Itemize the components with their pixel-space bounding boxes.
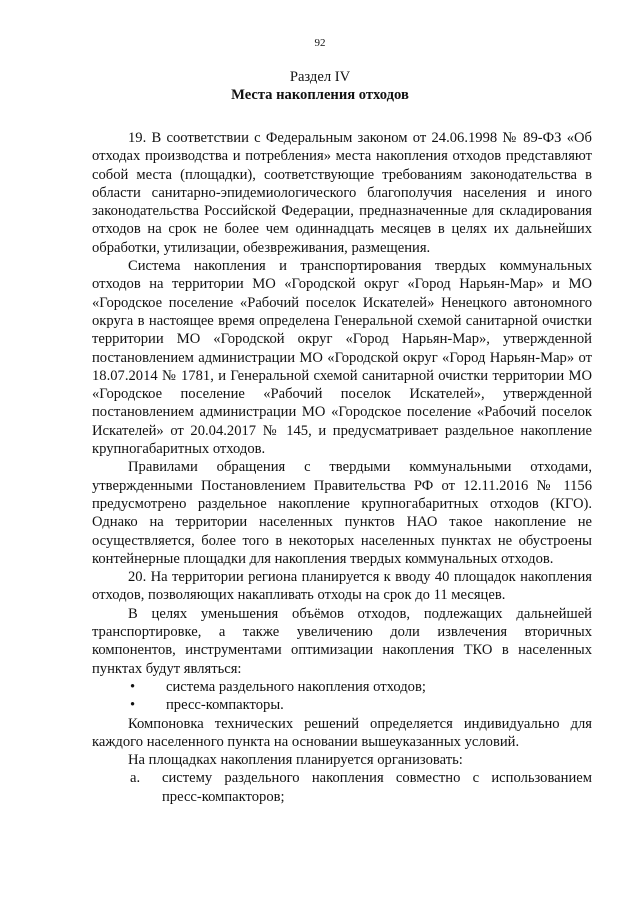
bullet-text: пресс-компакторы. [166,697,284,714]
section-heading [0,68,640,104]
paragraph-layout: Компоновка технических решений определяется индивидуально для каждого населенного пункта на основании вышеуказанных условий. [92,715,592,750]
list-item [130,696,592,714]
paragraph-20: 20. На территории региона планируется к вводу 40 площадок накопления отходов, позволяющих накапливать отходы на срок до 11 месяцев. [92,569,592,604]
bullet-text: система раздельного накопления отходов; [166,678,426,695]
page-number: 92 [314,37,326,49]
section-title: Места накопления отходов [231,87,409,103]
bullet-marker: • [130,697,136,714]
paragraph-tools: В целях уменьшения объёмов отходов, подлежащих дальнейшей транспортировке, а также увеличению доли извлечения вторичных компонентов, инструментами оптимизации накопления ТКО в населенных пунктах будут являться: [92,605,592,677]
list-text: систему раздельного накопления совместно с использованием пресс-компакторов; [162,770,592,805]
list-marker: а. [130,770,141,787]
document-body [92,129,592,806]
paragraph-organize: На площадках накопления планируется организовать: [128,752,463,769]
list-item [130,678,592,696]
paragraph-system: Система накопления и транспортирования твердых коммунальных отходов на территории МО «Городской округ «Город Нарьян-Мар» и МО «Городское поселение «Рабочий поселок Искателей» Ненецкого автономного округа в настоящее время определена Генеральной схемой санитарной очистки территории МО «Городской округ «Город Нарьян-Мар», утвержденной постановлением администрации МО «Городской округ «Город Нарьян-Мар» от 18.07.2014 № 1781, и Генеральной схемой санитарной очистки территории МО «Городское поселение «Рабочий поселок Искателей», утвержденной постановлением администрации МО «Городское поселение «Рабочий поселок Искателей» от 20.04.2017 № 145, и предусматривает раздельное накопление крупногабаритных отходов. [92,258,592,458]
bullet-marker: • [130,678,136,695]
paragraph-rules: Правилами обращения с твердыми коммунальными отходами, утвержденными Постановлением Правительства РФ от 12.11.2016 № 1156 предусмотрено раздельное накопление крупногабаритных отходов (КГО). Однако на территории населенных пунктов НАО такое накопление не осуществляется, более того в некоторых населенных пунктах не обустроены контейнерные площадки для накопления твердых коммунальных отходов. [92,459,592,567]
section-label: Раздел IV [289,69,351,85]
paragraph-19: 19. В соответствии с Федеральным законом от 24.06.1998 № 89-ФЗ «Об отходах производства и потребления» места накопления отходов представляют собой места (площадки), соответствующие требованиям законодательства в области санитарно-эпидемиологического благополучия населения и иного законодательства Российской Федерации, предназначенные для складирования отходов на срок не более чем одиннадцать месяцев в целях их дальнейших обработки, утилизации, обезвреживания, размещения. [92,130,592,256]
list-item [130,769,592,806]
